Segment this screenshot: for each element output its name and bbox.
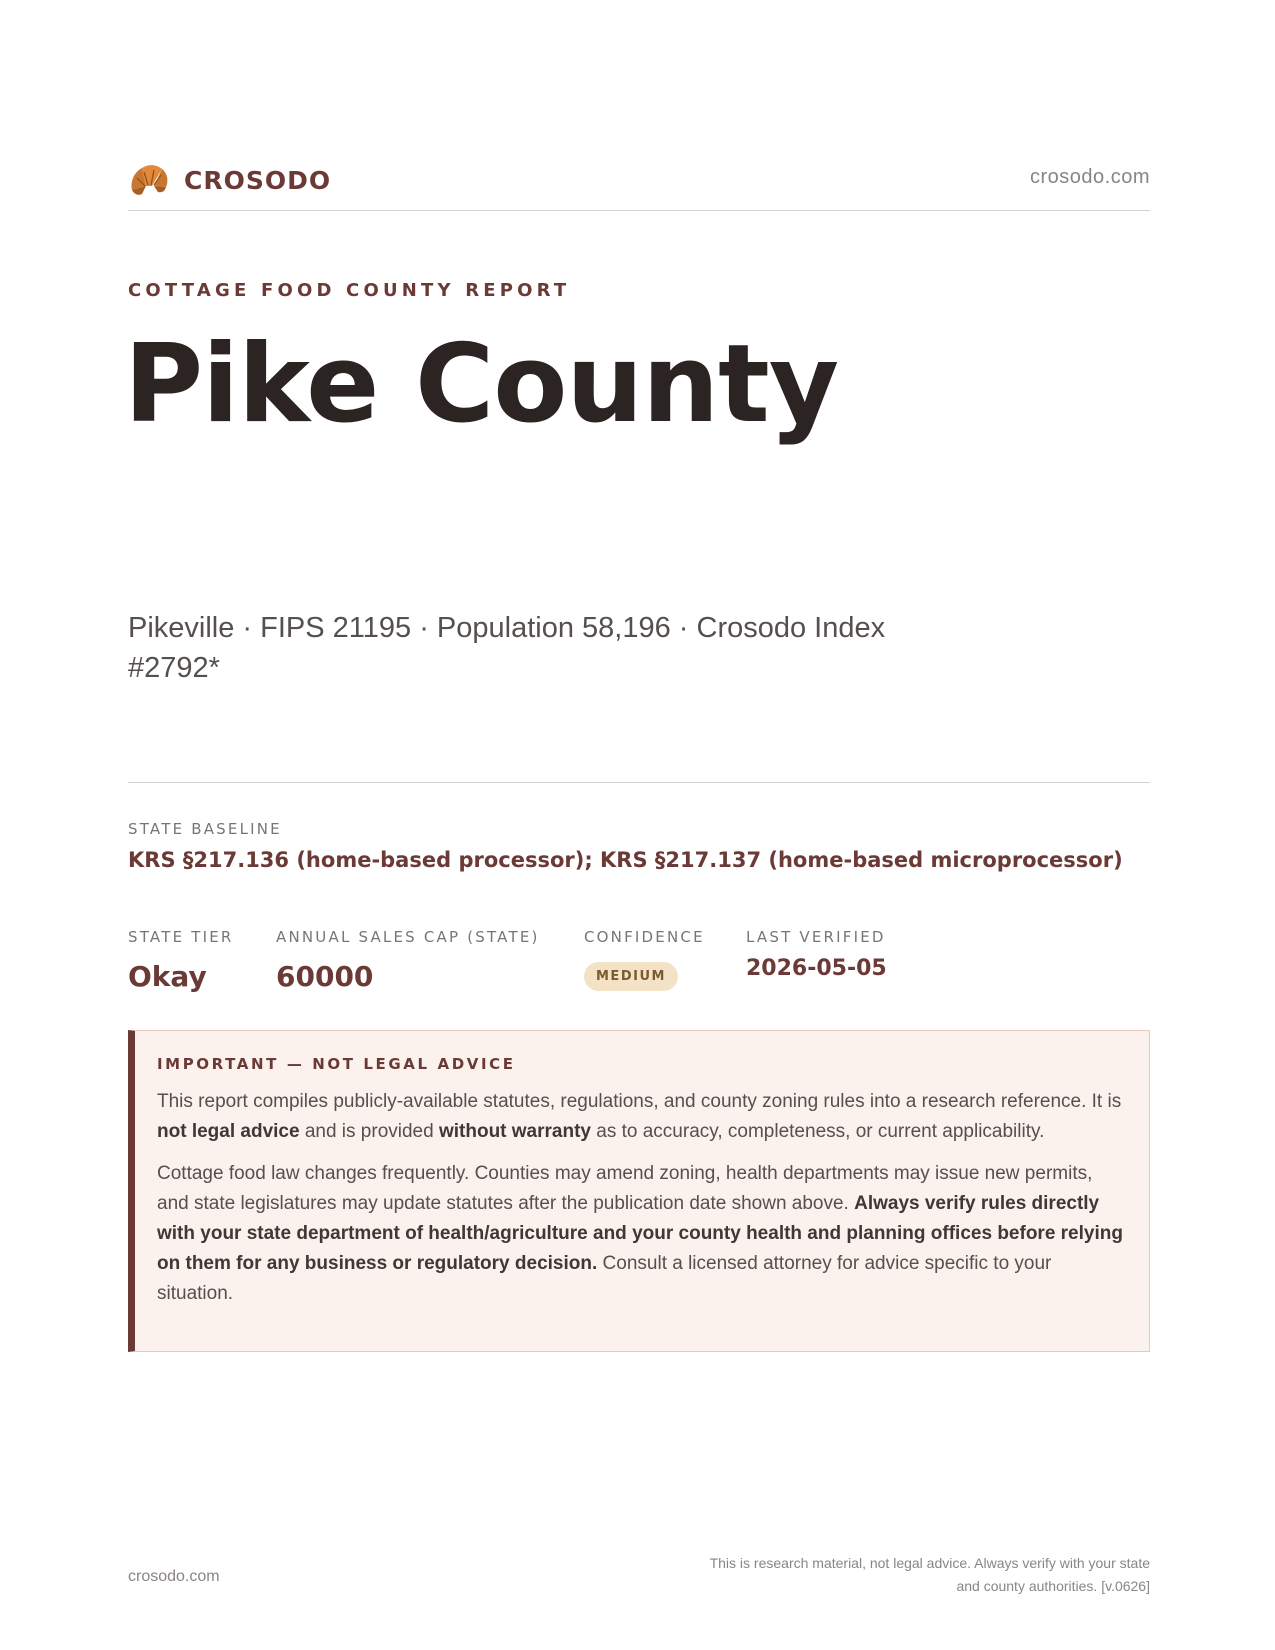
page-header bbox=[128, 160, 1150, 211]
state-baseline-label: STATE BASELINE bbox=[128, 820, 282, 838]
notice-paragraph-2 bbox=[157, 1159, 1127, 1309]
brand bbox=[128, 160, 331, 200]
notice-text: Consult a licensed attorney for advice specific to your situation. bbox=[157, 1253, 1052, 1304]
last-verified-value: 2026-05-05 bbox=[746, 956, 887, 981]
brand-name: CROSODO bbox=[184, 165, 332, 195]
state-tier-value: Okay bbox=[128, 960, 207, 993]
page-title: Pike County bbox=[124, 322, 839, 447]
footer-disclaimer bbox=[590, 1552, 1150, 1598]
report-eyebrow: COTTAGE FOOD COUNTY REPORT bbox=[128, 280, 571, 301]
notice-title: IMPORTANT — NOT LEGAL ADVICE bbox=[157, 1055, 516, 1073]
header-url[interactable]: crosodo.com bbox=[1030, 166, 1150, 188]
metric-state-tier bbox=[128, 928, 234, 993]
state-baseline-value: KRS §217.136 (home-based processor); KRS §217.137 (home-based microprocessor) bbox=[128, 848, 1123, 872]
notice-text: Cottage food law changes frequently. Counties may amend zoning, health departments may issue new permits, and state legislatures may update statutes after the publication date shown above. bbox=[157, 1163, 1093, 1214]
notice-text: and is provided bbox=[299, 1121, 439, 1142]
legal-notice bbox=[128, 1030, 1150, 1352]
notice-text: This report compiles publicly-available statutes, regulations, and county zoning rules into a research reference. It is bbox=[157, 1091, 1122, 1112]
footer-disclaimer-line-1: This is research material, not legal advice. Always verify with your state bbox=[709, 1555, 1150, 1571]
notice-paragraph-1 bbox=[157, 1087, 1127, 1147]
notice-text: as to accuracy, completeness, or current applicability. bbox=[590, 1121, 1045, 1142]
notice-emphasis: not legal advice bbox=[157, 1121, 300, 1142]
last-verified-label: LAST VERIFIED bbox=[746, 928, 886, 946]
metric-sales-cap bbox=[276, 928, 540, 993]
report-page bbox=[124, 0, 1150, 1650]
notice-emphasis: without warranty bbox=[438, 1121, 591, 1142]
footer-disclaimer-line-2: and county authorities. [v.0626] bbox=[956, 1578, 1150, 1594]
notice-emphasis: Always verify rules directly with your state department of health/agriculture and your county health and planning offices before relying on them for any business or regulatory decision. bbox=[157, 1193, 1123, 1274]
sales-cap-value: 60000 bbox=[276, 960, 374, 993]
sales-cap-label: ANNUAL SALES CAP (STATE) bbox=[276, 928, 540, 946]
confidence-label: CONFIDENCE bbox=[584, 928, 705, 946]
metric-confidence bbox=[584, 928, 705, 991]
metric-last-verified bbox=[746, 928, 887, 981]
state-tier-label: STATE TIER bbox=[128, 928, 234, 946]
county-summary: Pikeville · FIPS 21195 · Population 58,196 · Crosodo Index #2792* bbox=[128, 612, 886, 684]
croissant-icon bbox=[128, 160, 170, 200]
section-divider bbox=[128, 782, 1150, 783]
footer-url[interactable]: crosodo.com bbox=[128, 1568, 220, 1585]
confidence-badge: MEDIUM bbox=[584, 962, 678, 991]
